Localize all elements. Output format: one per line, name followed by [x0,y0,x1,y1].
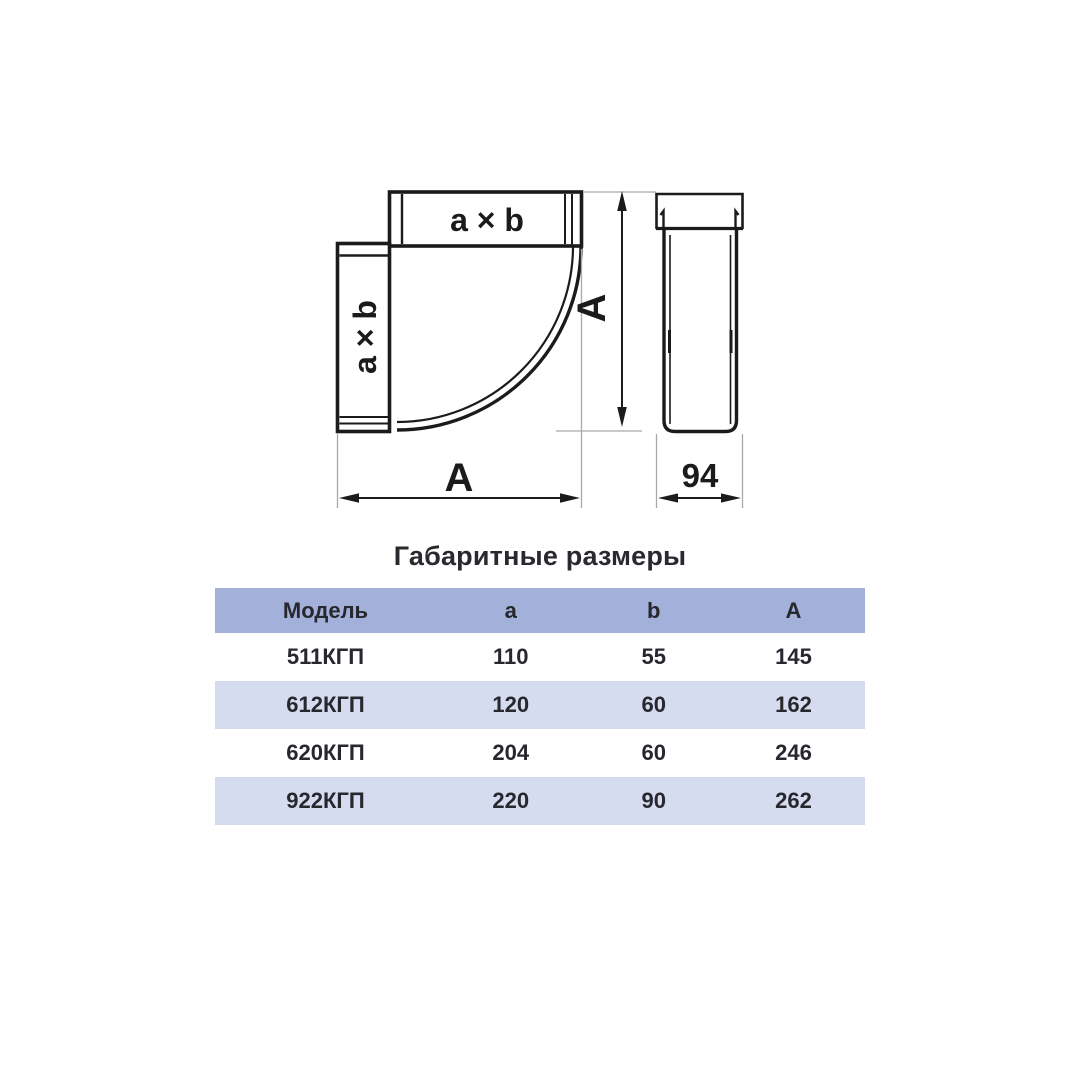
side-view-collar [657,194,743,229]
top-opening-size-label: a × b [450,202,524,238]
elbow-outer-arc [397,247,581,430]
arrowhead-left [339,493,359,503]
cell-model: 620КГП [286,740,365,765]
table-header-row [215,588,865,633]
left-opening-size-label: a × b [347,300,383,374]
dimension-A-vertical-label: A [570,293,614,323]
cell-a: 220 [492,788,530,813]
arrowhead-right [721,493,741,502]
table-row [215,777,865,825]
cell-A: 145 [775,644,812,669]
dimensions-table [215,588,865,825]
arrowhead-right [560,493,580,503]
column-header-model: Модель [282,597,369,623]
cell-b: 60 [641,740,666,765]
elbow-inner-arc [397,247,573,422]
table-row [215,729,865,777]
dimension-94-label: 94 [681,457,719,494]
column-header-b: b [647,597,661,623]
column-header-A: A [785,597,802,623]
cell-a: 110 [493,644,529,669]
table-title: Габаритные размеры [393,541,687,571]
side-view-body [664,229,737,432]
cell-model: 922КГП [286,788,365,813]
cell-b: 55 [641,644,666,669]
cell-A: 262 [775,788,812,813]
arrowhead-up [617,191,627,211]
cell-model: 511КГП [286,644,365,669]
cell-a: 120 [492,692,530,717]
arrowhead-left [658,493,678,502]
table-row [215,681,865,729]
cell-a: 204 [492,740,530,765]
technical-drawing [0,0,1080,535]
dimension-A-horizontal [339,456,580,503]
arrowhead-down [617,407,627,427]
column-header-a: a [504,597,517,623]
dimension-94 [658,457,741,503]
cell-A: 162 [775,692,812,717]
cell-A: 246 [775,740,812,765]
dimension-A-horizontal-label: A [444,456,474,500]
cell-model: 612КГП [286,692,365,717]
side-view [656,194,743,432]
cell-b: 60 [641,692,666,717]
table-row [215,633,865,681]
cell-b: 90 [641,788,666,813]
